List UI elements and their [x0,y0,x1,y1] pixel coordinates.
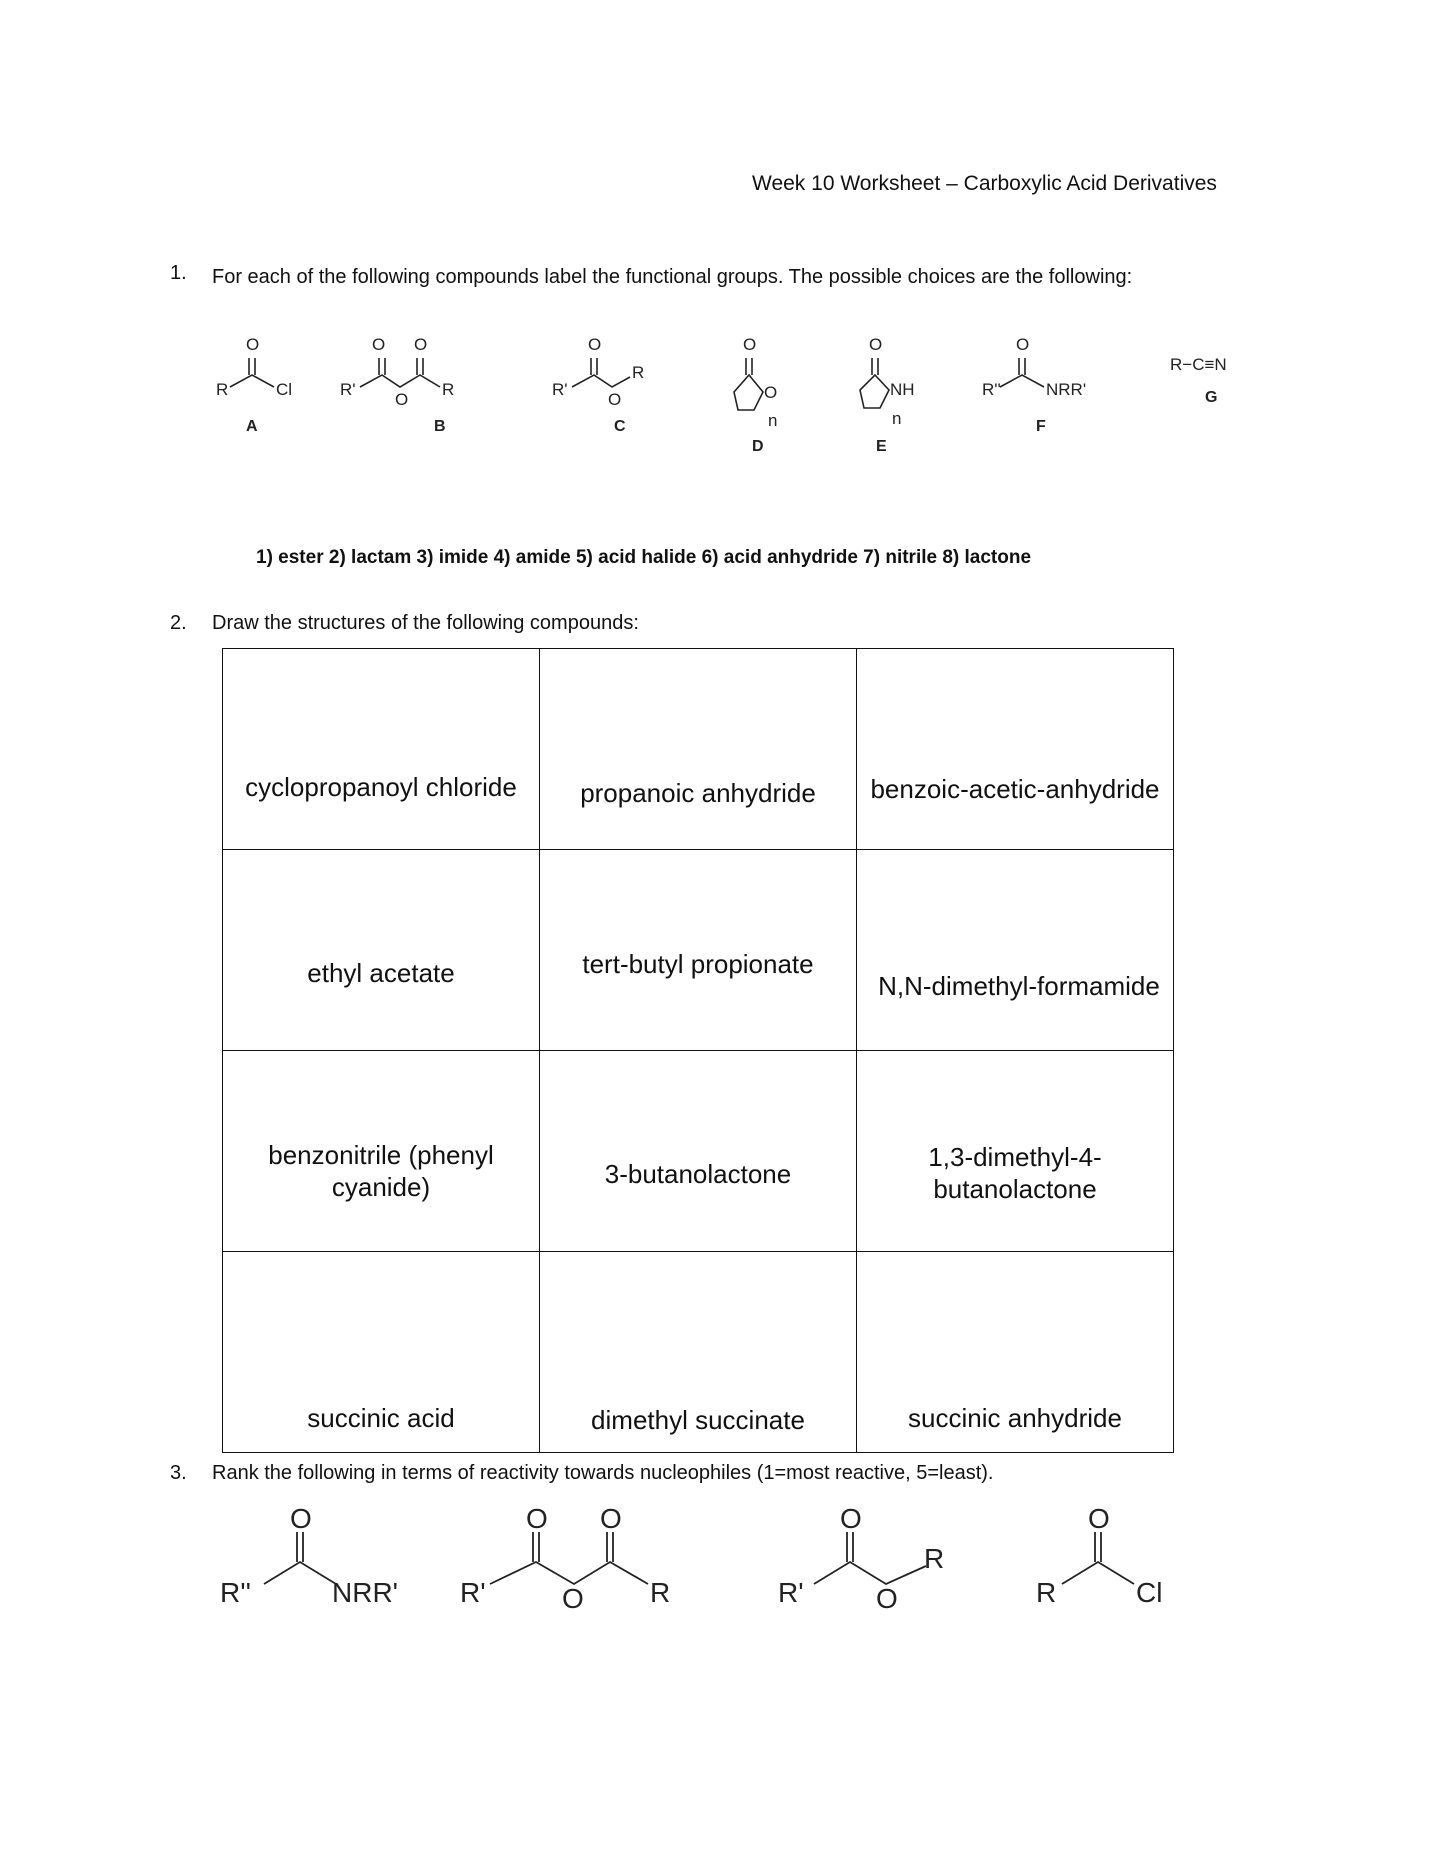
struct-d-n: n [768,411,778,430]
grid-cell[interactable] [223,1051,540,1252]
compound-name: 1,3-dimethyl-4-butanolactone [928,1142,1102,1204]
compound-name: succinic acid [307,1403,455,1433]
grid-cell[interactable] [223,649,540,850]
q3-ester-oxygen: O [840,1503,862,1534]
struct-e-letter: E [876,438,887,455]
question-2-text: Draw the structures of the following compounds: [212,612,639,634]
struct-a-letter: A [246,418,258,435]
page-title: Week 10 Worksheet – Carboxylic Acid Derivatives [752,172,1217,195]
compound-name: propanoic anhydride [580,778,816,808]
compound-name: 3-butanolactone [604,1159,792,1189]
q3-anhydride-oxygen-1: O [526,1503,548,1534]
q3-ester-r-prime: R' [778,1577,804,1608]
grid-row [223,649,1174,850]
struct-f-r-double-prime: R'' [982,380,1001,399]
question-1-number: 1. [170,262,187,284]
q1-structures-drawing [200,320,1280,470]
grid-cell[interactable] [540,1051,857,1252]
struct-c-letter: C [614,418,626,435]
struct-c-r: R [632,363,645,382]
grid-row [223,850,1174,1051]
grid-cell[interactable] [857,649,1174,850]
grid-cell[interactable] [857,1252,1174,1453]
struct-b-oxygen-2: O [414,335,428,354]
q3-amide-oxygen: O [290,1503,312,1534]
q3-acid-chloride-r: R [1036,1577,1057,1608]
question-3-number: 3. [170,1462,187,1484]
compound-name: ethyl acetate [307,958,455,988]
struct-b-r: R [442,380,455,399]
struct-e-n: n [892,409,902,428]
functional-group-choices: 1) ester 2) lactam 3) imide 4) amide 5) acid halide 6) acid anhydride 7) nitrile 8) lactone [256,547,1032,568]
struct-f-nrr-prime: NRR' [1046,380,1087,399]
struct-d-ring-oxygen: O [764,383,778,402]
struct-b-letter: B [434,418,446,435]
grid-cell[interactable] [857,1051,1174,1252]
q3-structures-drawing [200,1490,1200,1620]
q3-amide-nrr-prime: NRR' [332,1577,399,1608]
struct-f-letter: F [1036,418,1046,435]
grid-cell[interactable] [857,850,1174,1051]
grid-cell[interactable] [540,649,857,850]
grid-row [223,1252,1174,1453]
struct-e-oxygen: O [869,335,883,354]
question-3-text: Rank the following in terms of reactivity towards nucleophiles (1=most reactive, 5=least). [212,1462,994,1484]
struct-b-bridge-oxygen: O [395,390,409,409]
q3-acid-chloride-cl: Cl [1136,1577,1163,1608]
grid-cell[interactable] [223,850,540,1051]
q3-amide-r-double-prime: R'' [220,1577,251,1608]
grid-cell[interactable] [540,1252,857,1453]
struct-g-letter: G [1205,389,1218,406]
struct-d-oxygen: O [743,335,757,354]
q3-anhydride-oxygen-2: O [600,1503,622,1534]
compound-name: tert-butyl propionate [582,949,814,979]
struct-b-oxygen-1: O [372,335,386,354]
struct-c-oxygen: O [588,335,602,354]
compound-name: cyclopropanoyl chloride [245,772,517,802]
q1-structures [200,320,1280,470]
q3-anhydride-r-prime: R' [460,1577,486,1608]
struct-g-formula: R−C≡N [1170,355,1227,374]
struct-c-r-prime: R' [552,380,568,399]
compound-drawing-grid [222,648,1174,1453]
grid-cell[interactable] [540,850,857,1051]
q3-anhydride-r: R [650,1577,671,1608]
struct-e-nh: NH [890,380,915,399]
grid-row [223,1051,1174,1252]
struct-a-r: R [216,380,229,399]
q3-ester-r: R [924,1543,945,1574]
compound-name: N,N-dimethyl-formamide [878,971,1160,1001]
q3-anhydride-bridge-oxygen: O [562,1583,584,1614]
grid-cell[interactable] [223,1252,540,1453]
question-2-number: 2. [170,612,187,634]
compound-name: benzonitrile (phenyl cyanide) [268,1140,494,1202]
q3-acid-chloride-oxygen: O [1088,1503,1110,1534]
q3-ester-ether-oxygen: O [876,1583,898,1614]
question-1-text: For each of the following compounds label the functional groups. The possible choices are the following: [212,266,1133,288]
q3-structures [200,1490,1200,1620]
struct-d-letter: D [752,438,764,455]
struct-b-r-prime: R' [340,380,356,399]
struct-c-ether-oxygen: O [608,390,622,409]
struct-a-cl: Cl [276,380,293,399]
struct-a-oxygen: O [246,335,260,354]
compound-name: succinic anhydride [908,1403,1122,1433]
compound-name: benzoic-acetic-anhydride [870,774,1160,804]
compound-name: dimethyl succinate [591,1405,805,1435]
struct-f-oxygen: O [1016,335,1030,354]
